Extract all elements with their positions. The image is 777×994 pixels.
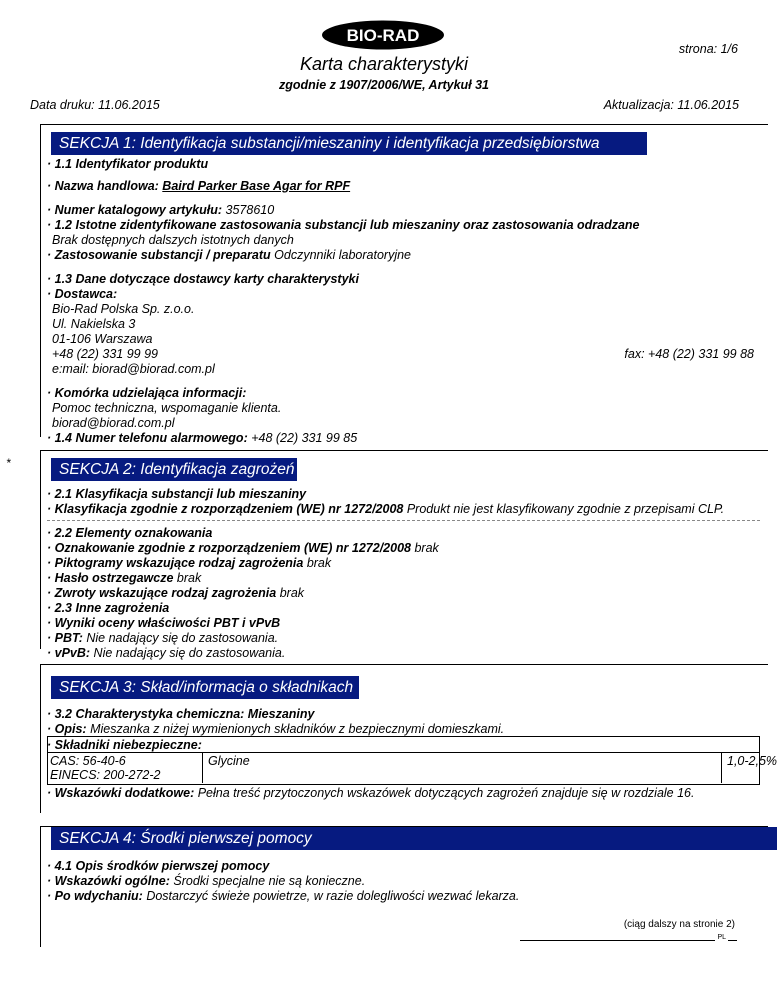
s4-inhalation: · Po wdychaniu: Dostarczyć świeże powietrze, w razie dolegliwości wezwać lekarza. bbox=[47, 889, 520, 903]
section-1-heading: SEKCJA 1: Identyfikacja substancji/mieszaniny i identyfikacja przedsiębiorstwa bbox=[51, 132, 647, 155]
s1-trade-name: · Nazwa handlowa: Baird Parker Base Agar for RPF bbox=[47, 179, 351, 193]
s1-line: Brak dostępnych dalszych istotnych danych bbox=[52, 233, 294, 247]
s1-phone: +48 (22) 331 99 99 bbox=[52, 347, 158, 361]
table-cell-concentration: 1,0-2,5% bbox=[727, 754, 777, 768]
s2-line: · 2.3 Inne zagrożenia bbox=[47, 601, 170, 615]
s1-fax: fax: +48 (22) 331 99 88 bbox=[624, 347, 754, 361]
s2-classification: · Klasyfikacja zgodnie z rozporządzeniem (WE) nr 1272/2008 Produkt nie jest klasyfikowany zgodnie z przepisami CLP. bbox=[47, 502, 725, 516]
s1-emergency-phone: · 1.4 Numer telefonu alarmowego: +48 (22) 331 99 85 bbox=[47, 431, 358, 445]
s1-line: · Dostawca: bbox=[47, 287, 118, 301]
section-1 bbox=[40, 124, 768, 445]
s1-line: · 1.2 Istotne zidentyfikowane zastosowania substancji lub mieszaniny oraz zastosowania odradzane bbox=[47, 218, 640, 232]
s1-line: Ul. Nakielska 3 bbox=[52, 317, 136, 331]
s3-line: · 3.2 Charakterystyka chemiczna: Mieszaniny bbox=[47, 707, 315, 721]
s3-description: · Opis: Mieszanka z niżej wymienionych składników z bezpiecznymi domieszkami. bbox=[47, 722, 505, 736]
document-subtitle: zgodnie z 1907/2006/WE, Artykuł 31 bbox=[278, 78, 490, 92]
s2-line: · Wyniki oceny właściwości PBT i vPvB bbox=[47, 616, 281, 630]
s3-additional-info: · Wskazówki dodatkowe: Pełna treść przytoczonych wskazówek dotyczących zagrożeń znajduje się w rozdziale 16. bbox=[47, 786, 695, 800]
s2-pictograms: · Piktogramy wskazujące rodzaj zagrożenia brak bbox=[47, 556, 332, 570]
s4-line: · 4.1 Opis środków pierwszej pomocy bbox=[47, 859, 270, 873]
logo-text: BIO-RAD bbox=[346, 26, 420, 45]
s2-pbt: · PBT: Nie nadający się do zastosowania. bbox=[47, 631, 279, 645]
s2-hazard-statements: · Zwroty wskazujące rodzaj zagrożenia brak bbox=[47, 586, 305, 600]
table-cell-cas: CAS: 56-40-6 bbox=[50, 754, 126, 768]
s2-labelling: · Oznakowanie zgodnie z rozporządzeniem (WE) nr 1272/2008 brak bbox=[47, 541, 439, 555]
s3-line: · Składniki niebezpieczne: bbox=[47, 738, 202, 752]
s2-signal-word: · Hasło ostrzegawcze brak bbox=[47, 571, 202, 585]
footer-rule bbox=[520, 940, 737, 941]
section-2 bbox=[40, 450, 768, 660]
s1-line: biorad@biorad.com.pl bbox=[52, 416, 175, 430]
s1-catalog-number: · Numer katalogowy artykułu: 3578610 bbox=[47, 203, 275, 217]
s2-line: · 2.2 Elementy oznakowania bbox=[47, 526, 213, 540]
s1-usage: · Zastosowanie substancji / preparatu Odczynniki laboratoryjne bbox=[47, 248, 412, 262]
change-marker: * bbox=[6, 456, 11, 470]
s4-general: · Wskazówki ogólne: Środki specjalne nie są konieczne. bbox=[47, 874, 366, 888]
s1-line: · 1.3 Dane dotyczące dostawcy karty charakterystyki bbox=[47, 272, 359, 286]
language-code: PL bbox=[717, 934, 726, 941]
continued-note: (ciąg dalszy na stronie 2) bbox=[623, 919, 735, 930]
s1-line: · 1.1 Identyfikator produktu bbox=[47, 157, 209, 171]
s1-line: · Komórka udzielająca informacji: bbox=[47, 386, 247, 400]
table-cell-name: Glycine bbox=[208, 754, 250, 768]
s2-vpvb: · vPvB: Nie nadający się do zastosowania. bbox=[47, 646, 286, 660]
update-date: Aktualizacja: 11.06.2015 bbox=[603, 98, 739, 112]
section-2-heading: SEKCJA 2: Identyfikacja zagrożeń bbox=[51, 458, 297, 481]
section-4-heading: SEKCJA 4: Środki pierwszej pomocy bbox=[51, 827, 777, 850]
section-3 bbox=[40, 664, 777, 813]
s1-email: e:mail: biorad@biorad.com.pl bbox=[52, 362, 215, 376]
s1-line: Bio-Rad Polska Sp. z.o.o. bbox=[52, 302, 195, 316]
s1-line: 01-106 Warszawa bbox=[52, 332, 153, 346]
divider bbox=[47, 520, 760, 521]
bio-rad-logo bbox=[321, 20, 445, 50]
document-title: Karta charakterystyki bbox=[299, 54, 469, 74]
table-cell-einecs: EINECS: 200-272-2 bbox=[50, 768, 161, 782]
s2-line: · 2.1 Klasyfikacja substancji lub mieszaniny bbox=[47, 487, 307, 501]
s1-line: Pomoc techniczna, wspomaganie klienta. bbox=[52, 401, 282, 415]
section-3-heading: SEKCJA 3: Skład/informacja o składnikach bbox=[51, 676, 359, 699]
page-number: strona: 1/6 bbox=[678, 42, 738, 56]
print-date: Data druku: 11.06.2015 bbox=[30, 98, 160, 112]
